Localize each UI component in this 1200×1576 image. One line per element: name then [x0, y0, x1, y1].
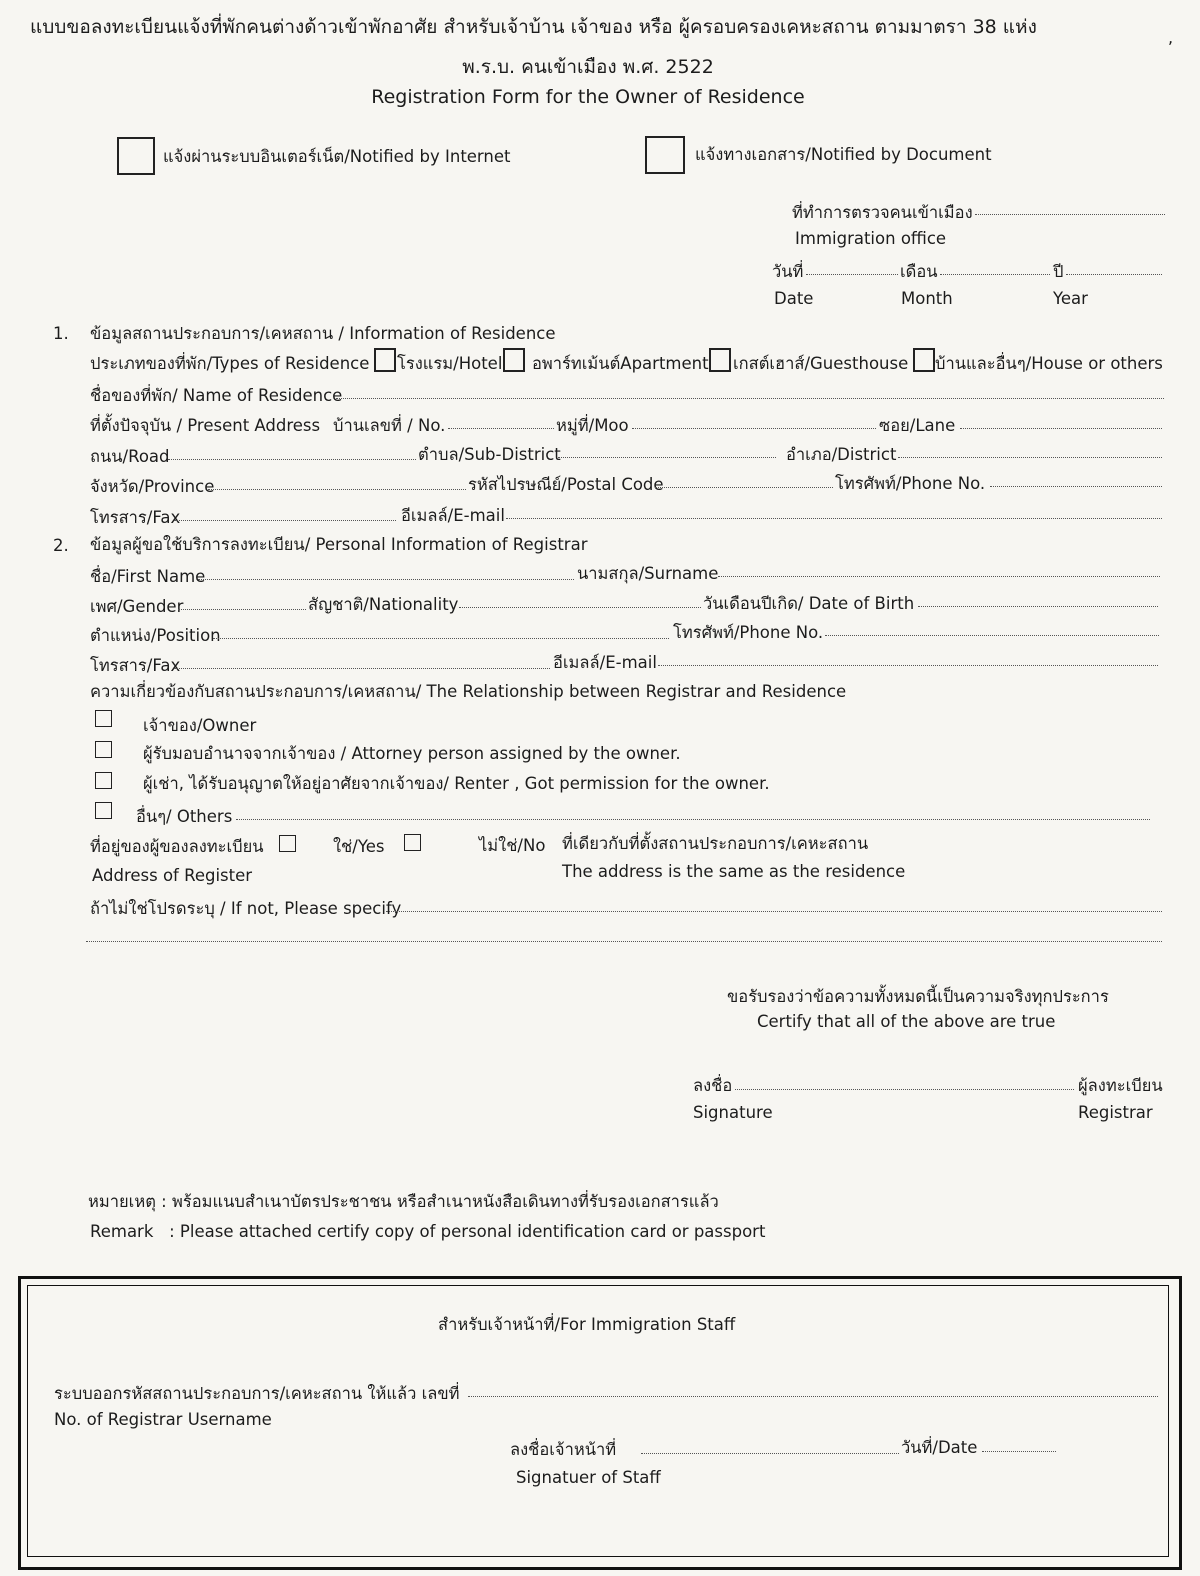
residence-name-label: ชื่อของที่พัก/ Name of Residence: [90, 386, 343, 405]
registrar-label: ผู้ลงทะเบียน: [1078, 1076, 1163, 1095]
relationship-others-field[interactable]: [236, 819, 1150, 820]
section1-number: 1.: [53, 324, 69, 343]
road-field[interactable]: [168, 459, 416, 460]
if-not-specify-label: ถ้าไม่ใช่โปรดระบุ / If not, Please specify: [90, 899, 402, 918]
remark-thai: หมายเหตุ : พร้อมแนบสำเนาบัตรประชาชน หรือสำเนาหนังสือเดินทางที่รับรองเอกสารแล้ว: [88, 1192, 719, 1211]
date-label: วันที่: [772, 262, 804, 281]
notify-internet-label: แจ้งผ่านระบบอินเตอร์เน็ต/Notified by Internet: [163, 147, 511, 166]
certify-thai: ขอรับรองว่าข้อความทั้งหมดนี้เป็นความจริงทุกประการ: [727, 987, 1109, 1006]
position-field[interactable]: [213, 638, 669, 639]
registrar-email-label: อีเมลล์/E-mail: [553, 653, 657, 672]
signature-label-en: Signature: [693, 1103, 773, 1122]
type-house-checkbox[interactable]: [913, 348, 935, 372]
section2-number: 2.: [53, 536, 69, 555]
relationship-renter-checkbox[interactable]: [95, 772, 112, 789]
signature-field[interactable]: [735, 1089, 1074, 1090]
registrar-phone-field[interactable]: [825, 635, 1159, 636]
road-label: ถนน/Road: [90, 447, 170, 466]
staff-date-label: วันที่/Date: [901, 1438, 978, 1457]
type-guesthouse-label: เกสต์เฮาส์/Guesthouse: [733, 354, 909, 373]
staff-section-title: สำหรับเจ้าหน้าที่/For Immigration Staff: [438, 1315, 736, 1334]
residence-name-field[interactable]: [336, 398, 1164, 399]
lane-label: ซอย/Lane: [879, 416, 956, 435]
gender-field[interactable]: [178, 609, 306, 610]
year-label: ปี: [1053, 262, 1064, 281]
nationality-field[interactable]: [459, 607, 701, 608]
month-field[interactable]: [940, 274, 1050, 275]
type-guesthouse-checkbox[interactable]: [709, 348, 731, 372]
type-house-label: บ้านและอื่นๆ/House or others: [935, 354, 1163, 373]
relationship-owner-checkbox[interactable]: [95, 710, 112, 727]
type-apartment-label: อพาร์ทเม้นต์Apartment: [532, 354, 709, 373]
notify-document-checkbox[interactable]: [645, 136, 685, 174]
registrar-address-label: ที่อยู่ของผู้ของลงทะเบียน: [90, 837, 264, 856]
present-address-label: ที่ตั้งปัจจุบัน / Present Address: [90, 416, 321, 435]
same-address-english: The address is the same as the residence: [562, 862, 906, 881]
relationship-owner-label: เจ้าของ/Owner: [143, 716, 257, 735]
address-no-checkbox[interactable]: [404, 834, 421, 851]
relationship-attorney-checkbox[interactable]: [95, 741, 112, 758]
relationship-others-label: อื่นๆ/ Others: [136, 807, 233, 826]
position-label: ตำแหน่ง/Position: [90, 626, 221, 645]
date-label-en: Date: [774, 289, 814, 308]
registrar-address-label-en: Address of Register: [92, 866, 253, 885]
first-name-field[interactable]: [198, 579, 574, 580]
year-field[interactable]: [1066, 274, 1162, 275]
house-no-label: บ้านเลขที่ / No.: [333, 416, 446, 435]
year-label-en: Year: [1053, 289, 1088, 308]
if-not-specify-field-2[interactable]: [86, 941, 1162, 942]
email-label: อีเมลล์/E-mail: [401, 506, 505, 525]
province-label: จังหวัด/Province: [90, 477, 215, 496]
form-title-thai-act: พ.ร.บ. คนเข้าเมือง พ.ศ. 2522: [462, 56, 714, 78]
type-hotel-label: โรงแรม/Hotel: [397, 354, 503, 373]
staff-date-field[interactable]: [982, 1451, 1056, 1452]
type-apartment-checkbox[interactable]: [503, 348, 525, 372]
phone-field[interactable]: [990, 486, 1162, 487]
form-title-thai: แบบขอลงทะเบียนแจ้งที่พักคนต่างด้าวเข้าพักอาศัย สำหรับเจ้าบ้าน เจ้าของ หรือ ผู้ครอบครองเคหะสถาน ตามมาตรา 38 แห่ง: [30, 16, 1037, 38]
notify-internet-checkbox[interactable]: [117, 137, 155, 175]
signature-label: ลงชื่อ: [693, 1076, 733, 1095]
remark-english: Remark : Please attached certify copy of personal identification card or passport: [90, 1222, 766, 1241]
registrar-phone-label: โทรศัพท์/Phone No.: [673, 623, 824, 642]
house-no-field[interactable]: [448, 428, 554, 429]
fax-field[interactable]: [174, 520, 396, 521]
dob-field[interactable]: [918, 606, 1158, 607]
nationality-label: สัญชาติ/Nationality: [308, 595, 459, 614]
district-label: อำเภอ/District: [786, 445, 897, 464]
first-name-label: ชื่อ/First Name: [90, 567, 206, 586]
relationship-attorney-label: ผู้รับมอบอำนาจจากเจ้าของ / Attorney person assigned by the owner.: [143, 744, 681, 763]
staff-signature-label-en: Signatuer of Staff: [516, 1468, 661, 1487]
certify-english: Certify that all of the above are true: [757, 1012, 1056, 1031]
moo-field[interactable]: [632, 428, 876, 429]
registrar-email-field[interactable]: [658, 665, 1158, 666]
fax-label: โทรสาร/Fax: [90, 508, 181, 527]
relationship-renter-label: ผู้เช่า, ได้รับอนุญาตให้อยู่อาศัยจากเจ้าของ/ Renter , Got permission for the owner.: [143, 774, 770, 793]
registrar-fax-field[interactable]: [174, 668, 550, 669]
registrar-fax-label: โทรสาร/Fax: [90, 656, 181, 675]
registrar-username-label-en: No. of Registrar Username: [54, 1410, 272, 1429]
form-title-english: Registration Form for the Owner of Residence: [371, 86, 805, 108]
postal-code-label: รหัสไปรษณีย์/Postal Code: [468, 475, 664, 494]
section2-heading: ข้อมูลผู้ขอใช้บริการลงทะเบียน/ Personal Information of Registrar: [90, 535, 588, 554]
address-yes-checkbox[interactable]: [279, 835, 296, 852]
type-hotel-checkbox[interactable]: [374, 348, 396, 372]
registrar-username-field[interactable]: [468, 1396, 1158, 1397]
subdistrict-label: ตำบล/Sub-District: [418, 445, 561, 464]
staff-signature-label: ลงชื่อเจ้าหน้าที่: [510, 1440, 617, 1459]
relationship-others-checkbox[interactable]: [95, 802, 112, 819]
residence-type-label: ประเภทของที่พัก/Types of Residence: [90, 354, 370, 373]
moo-label: หมู่ที่/Moo: [556, 416, 629, 435]
section1-heading: ข้อมูลสถานประกอบการ/เคหสถาน / Information of Residence: [90, 324, 556, 343]
if-not-specify-field[interactable]: [386, 911, 1162, 912]
gender-label: เพศ/Gender: [90, 597, 184, 616]
immigration-office-label: ที่ทำการตรวจคนเข้าเมือง: [792, 203, 973, 222]
address-yes-label: ใช่/Yes: [333, 837, 385, 856]
same-address-thai: ที่เดียวกับที่ตั้งสถานประกอบการ/เคหะสถาน: [562, 834, 869, 853]
month-label: เดือน: [900, 262, 938, 281]
lane-field[interactable]: [960, 428, 1162, 429]
district-field[interactable]: [898, 457, 1162, 458]
email-field[interactable]: [506, 518, 1162, 519]
notify-document-label: แจ้งทางเอกสาร/Notified by Document: [695, 145, 992, 164]
address-no-label: ไม่ใช่/No: [479, 836, 546, 855]
scan-mark: ,: [1168, 28, 1174, 47]
date-field[interactable]: [806, 274, 898, 275]
surname-label: นามสกุล/Surname: [577, 564, 719, 583]
dob-label: วันเดือนปีเกิด/ Date of Birth: [703, 594, 915, 613]
staff-signature-field[interactable]: [641, 1453, 899, 1454]
registrar-username-label: ระบบออกรหัสสถานประกอบการ/เคหะสถาน ให้แล้ว เลขที่: [54, 1384, 460, 1403]
immigration-office-field[interactable]: [975, 214, 1165, 215]
phone-label: โทรศัพท์/Phone No.: [835, 474, 986, 493]
surname-field[interactable]: [718, 576, 1160, 577]
province-field[interactable]: [208, 489, 466, 490]
immigration-office-label-en: Immigration office: [795, 229, 947, 248]
month-label-en: Month: [901, 289, 953, 308]
subdistrict-field[interactable]: [558, 457, 776, 458]
registrar-label-en: Registrar: [1078, 1103, 1153, 1122]
relationship-label: ความเกี่ยวข้องกับสถานประกอบการ/เคหสถาน/ The Relationship between Registrar and Residence: [90, 682, 847, 701]
postal-code-field[interactable]: [655, 487, 833, 488]
